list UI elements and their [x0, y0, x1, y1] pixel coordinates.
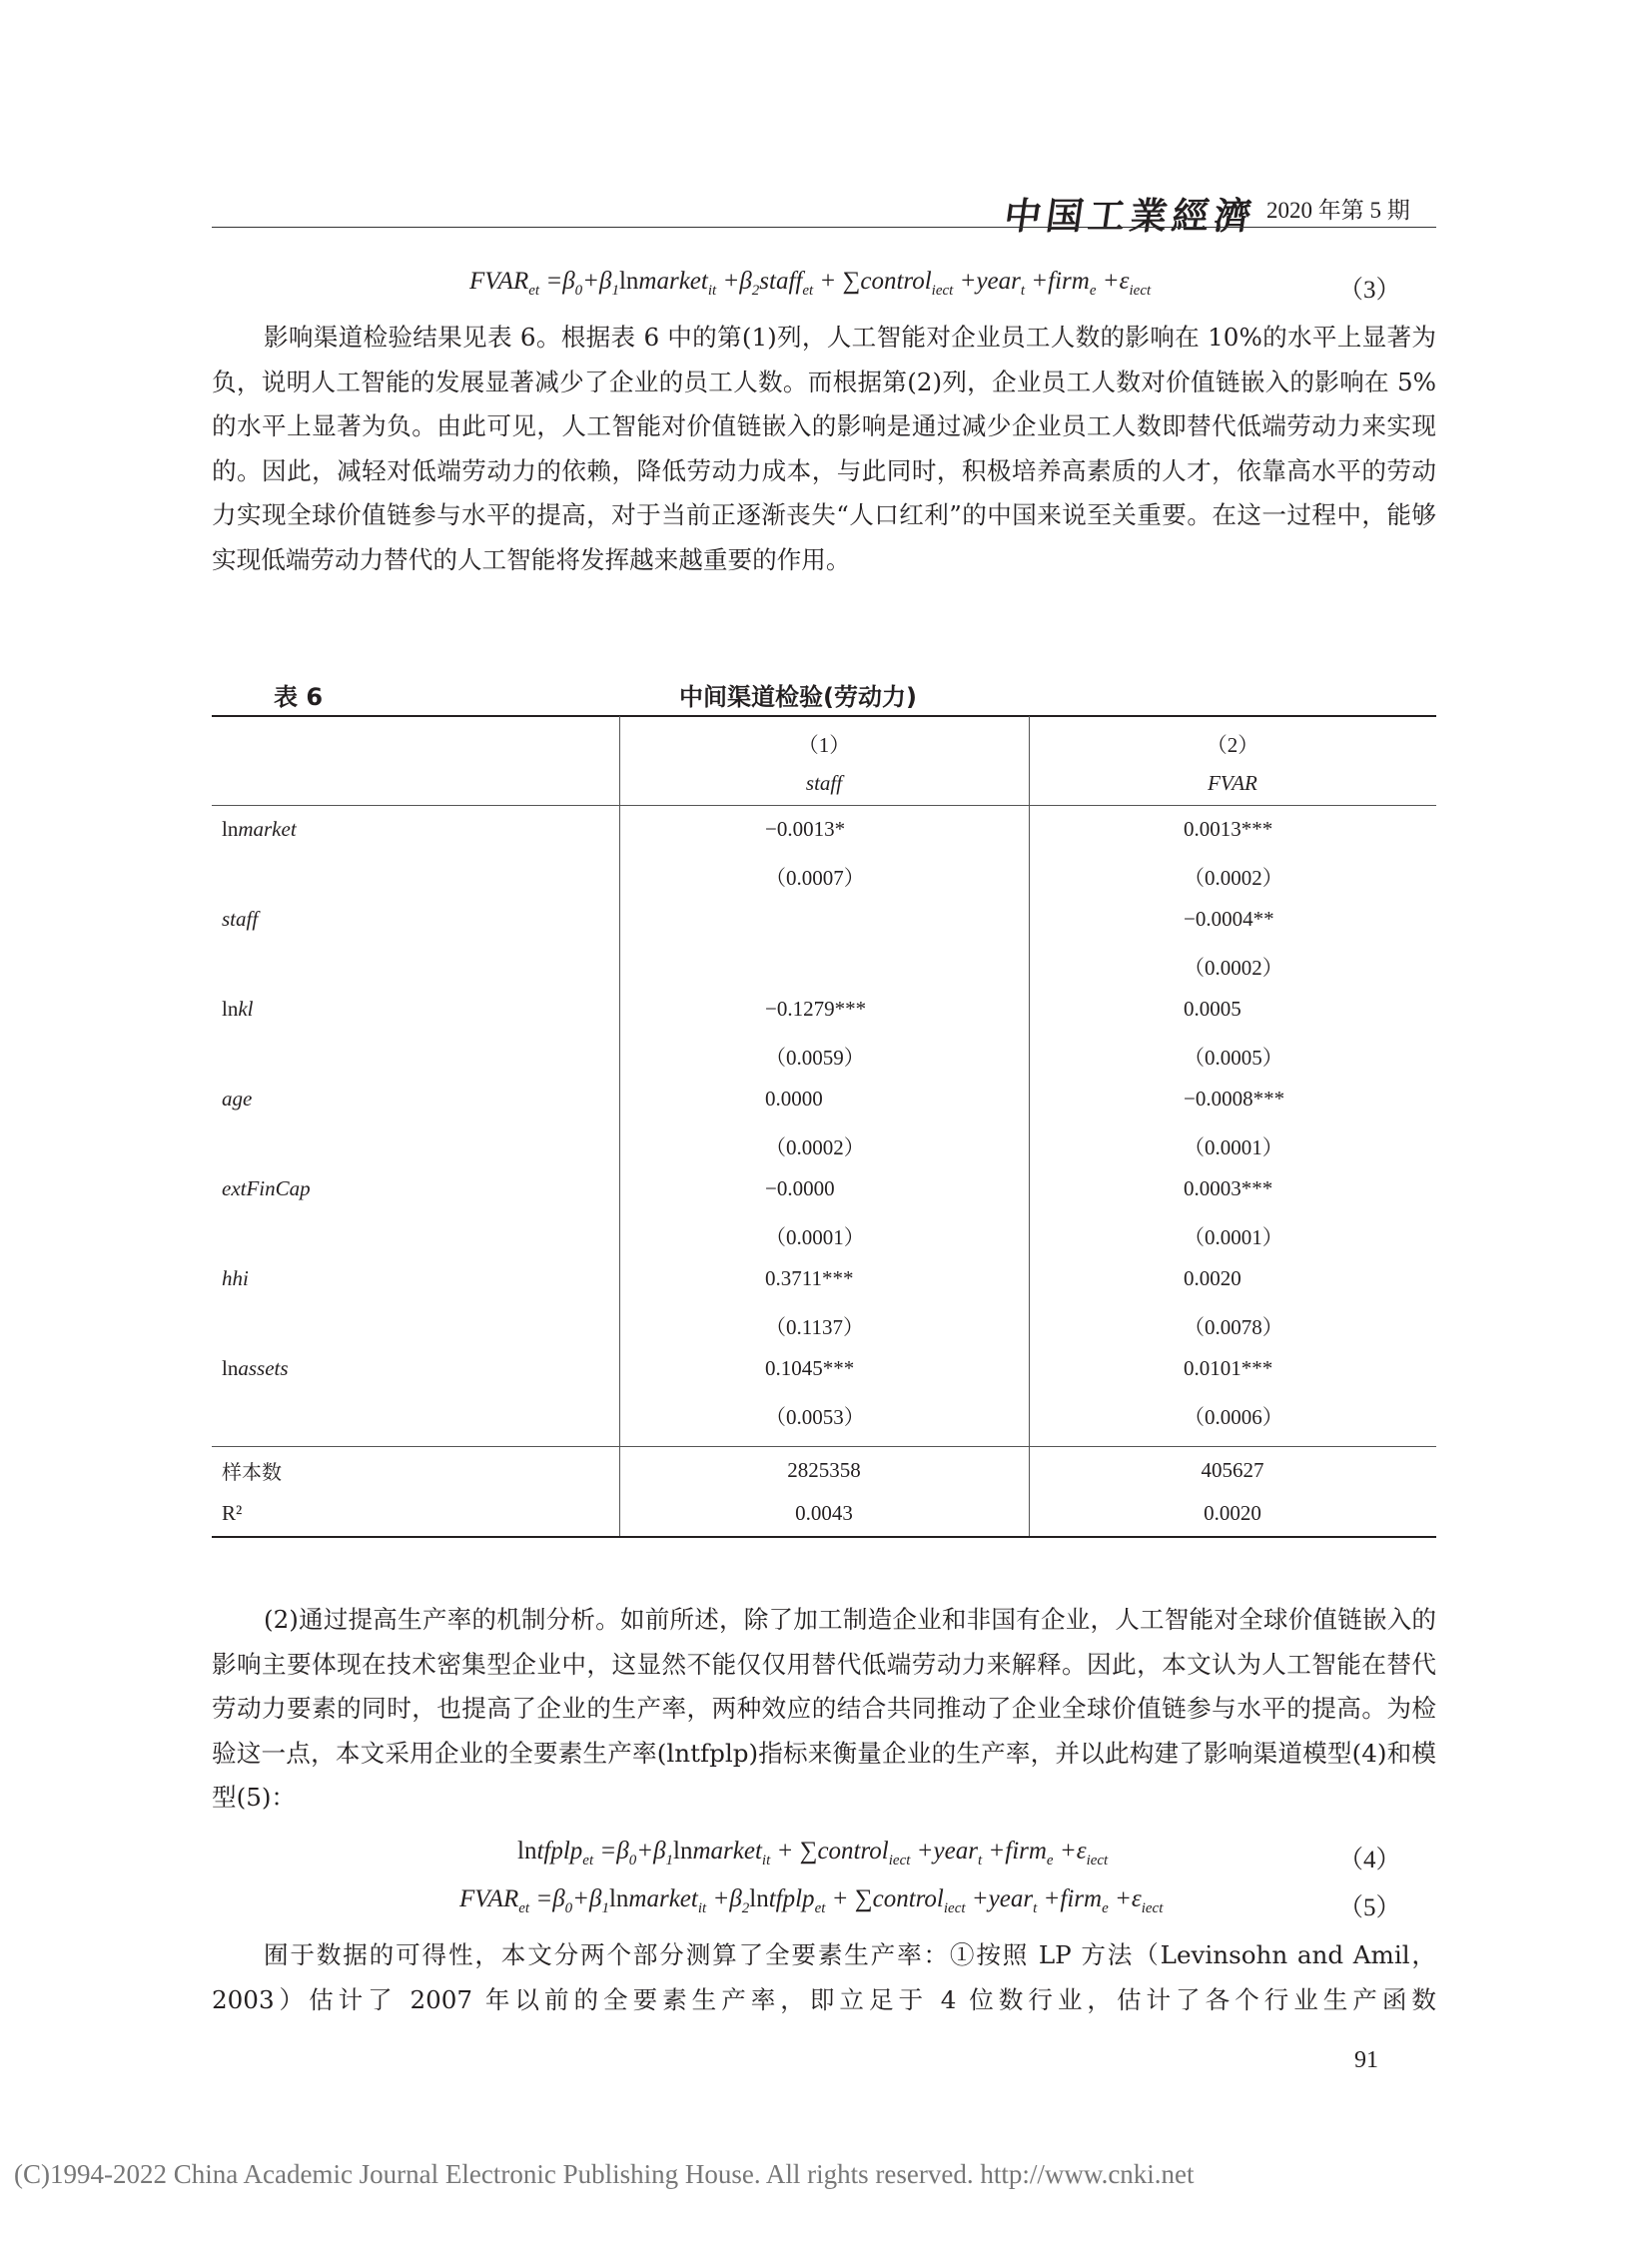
- se-cell: （0.0059）: [765, 1046, 865, 1070]
- coef-cell: 0.0003***: [1184, 1176, 1273, 1200]
- col2-name: FVAR: [1208, 771, 1257, 795]
- table-label: 表 6: [274, 683, 324, 711]
- coef-cell: 0.3711***: [765, 1266, 854, 1290]
- se-cell: （0.0001）: [765, 1225, 865, 1249]
- paragraph-productivity-mechanism: (2)通过提高生产率的机制分析。如前所述，除了加工制造企业和非国有企业，人工智能对全球价值链嵌入的影响主要体现在技术密集型企业中，这显然不能仅仅用替代低端劳动力来解释。因此，本文认为人工智能在替代劳动力要素的同时，也提高了企业的生产率，两种效应的结合共同推动了企业全球价值链参与水平的提高。为检验这一点，本文采用企业的全要素生产率(lntfplp)指标来衡量企业的生产率，并以此构建了影响渠道模型(4)和模型(5)：: [212, 1605, 1436, 1812]
- coef-cell: −0.0004**: [1184, 907, 1274, 931]
- sample-size-label: 样本数: [222, 1460, 282, 1484]
- equation-3-number: （3）: [1338, 277, 1401, 304]
- coef-cell: 0.1045***: [765, 1356, 855, 1380]
- table-divider-1: [619, 716, 620, 1536]
- row-label: hhi: [222, 1266, 249, 1290]
- sample-size-col2: 405627: [1201, 1458, 1264, 1482]
- equation-3: $FVAR_{et}$ $=\beta_0+\beta_1lnmarket_{it}$ $+\beta_2staff_{et}$ + ∑control$_{iect}$ +year$_t$ +firm$_e$ $+\varepsilon_{iect}$: [469, 268, 1152, 299]
- header-rule: [212, 227, 1436, 228]
- row-label: extFinCap: [222, 1176, 311, 1200]
- coef-cell: −0.0008***: [1184, 1087, 1285, 1111]
- coef-cell: 0.0101***: [1184, 1356, 1273, 1380]
- equation-5-number: （5）: [1338, 1894, 1401, 1921]
- equation-4: lntfplp$_{et}$ $=\beta_0+\beta_1lnmarket_{it}$ + ∑control$_{iect}$ +year$_t$ +firm$_e$ $+\varepsilon_{iect}$: [517, 1838, 1109, 1868]
- sample-size-col1: 2825358: [787, 1458, 861, 1482]
- table-bottom-rule: [212, 1536, 1436, 1538]
- se-cell: （0.0005）: [1184, 1046, 1283, 1070]
- col1-number: （1）: [797, 733, 851, 757]
- se-cell: （0.0078）: [1184, 1315, 1283, 1339]
- table-header-rule: [212, 805, 1436, 806]
- se-cell: （0.0006）: [1184, 1405, 1283, 1429]
- row-label: staff: [222, 907, 259, 931]
- se-cell: （0.1137）: [765, 1315, 864, 1339]
- se-cell: （0.0007）: [765, 866, 865, 890]
- r-squared-label: R²: [222, 1501, 243, 1525]
- paragraph-channel-results: 影响渠道检验结果见表 6。根据表 6 中的第(1)列，人工智能对企业员工人数的影响在 10%的水平上显著为负，说明人工智能的发展显著减少了企业的员工人数。而根据第(2)列，企业员工人数对价值链嵌入的影响在 5%的水平上显著为负。由此可见，人工智能对价值链嵌入的影响是通过减少企业员工人数即替代低端劳动力来实现的。因此，减轻对低端劳动力的依赖，降低劳动力成本，与此同时，积极培养高素质的人才，依靠高水平的劳动力实现全球价值链参与水平的提高，对于当前正逐渐丧失“人口红利”的中国来说至关重要。在这一过程中，能够实现低端劳动力替代的人工智能将发挥越来越重要的作用。: [212, 323, 1436, 574]
- row-label: lnkl: [222, 997, 254, 1021]
- paragraph-tfp-measurement: 囿于数据的可得性，本文分两个部分测算了全要素生产率：①按照 LP 方法（Levinsohn and Amil，2003）估计了 2007 年以前的全要素生产率，即立足于 4 位数行业，估计了各个行业生产函数: [212, 1940, 1436, 2014]
- coef-cell: 0.0000: [765, 1087, 823, 1111]
- coef-cell: 0.0005: [1184, 997, 1241, 1021]
- se-cell: （0.0002）: [1184, 866, 1283, 890]
- copyright-notice: (C)1994-2022 China Academic Journal Electronic Publishing House. All rights reserved. http://www.cnki.net: [14, 2159, 1195, 2189]
- coef-cell: −0.1279***: [765, 997, 867, 1021]
- equation-4-number: （4）: [1338, 1847, 1401, 1873]
- se-cell: （0.0053）: [765, 1405, 865, 1429]
- row-label: lnassets: [222, 1356, 289, 1380]
- se-cell: （0.0002）: [765, 1135, 865, 1159]
- table-divider-2: [1029, 716, 1030, 1536]
- se-cell: （0.0001）: [1184, 1135, 1283, 1159]
- coef-cell: −0.0000: [765, 1176, 835, 1200]
- coef-cell: 0.0020: [1184, 1266, 1241, 1290]
- row-label: age: [222, 1087, 253, 1111]
- table-footer-rule: [212, 1446, 1436, 1447]
- journal-logo: 中国工業經濟: [1001, 195, 1259, 238]
- r-squared-col2: 0.0020: [1204, 1501, 1261, 1525]
- r-squared-col1: 0.0043: [795, 1501, 853, 1525]
- row-label: lnmarket: [222, 817, 297, 841]
- issue-number: 2020 年第 5 期: [1266, 198, 1410, 223]
- table-title: 中间渠道检验(劳动力): [679, 683, 917, 711]
- coef-cell: −0.0013*: [765, 817, 846, 841]
- coef-cell: 0.0013***: [1184, 817, 1273, 841]
- col1-name: staff: [805, 771, 843, 795]
- table-top-rule: [212, 715, 1436, 717]
- page-number: 91: [1354, 2047, 1378, 2073]
- se-cell: （0.0002）: [1184, 956, 1283, 980]
- se-cell: （0.0001）: [1184, 1225, 1283, 1249]
- col2-number: （2）: [1206, 733, 1259, 757]
- equation-5: $FVAR_{et}$ $=\beta_0+\beta_1lnmarket_{it}$ $+\beta_2lntfplp_{et}$ + ∑control$_{iect}$ +year$_t$ +firm$_e$ $+\varepsilon_{iect}$: [459, 1885, 1164, 1916]
